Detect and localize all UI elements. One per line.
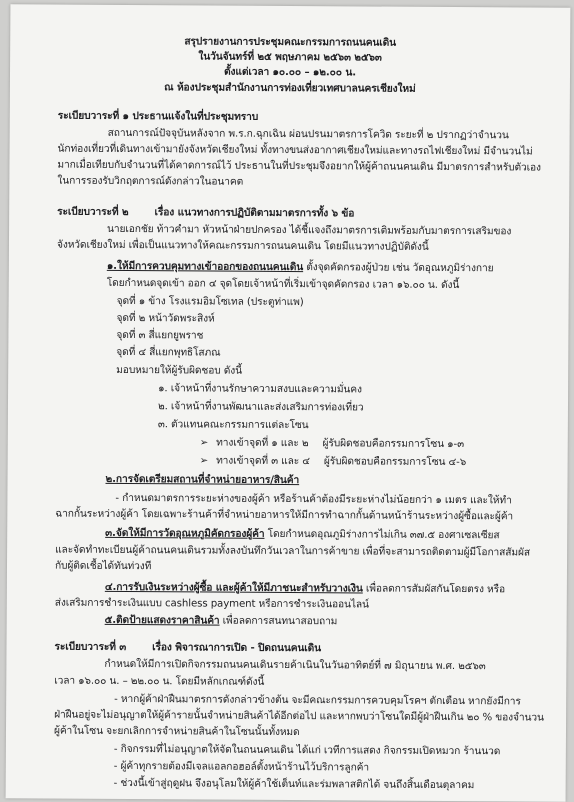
gate-row [200, 454, 467, 469]
arrow-right-icon: ➢ [199, 455, 209, 467]
gate-label: ทางเข้าจุดที่ ๑ และ ๒ [216, 437, 309, 450]
agenda-1-line: นักท่องเที่ยวที่เดินทางเข้ามายังจังหวัดเชียงใหม่ ทั้งทางขนส่งอากาศเชียงใหม่และทางรถไฟเชียงใหม่ มีจำนวนไม่ [57, 143, 533, 158]
meeting-time: ตั้งแต่เวลา ๑๐.๐๐ – ๑๒.๐๐ น. [223, 66, 357, 79]
gate-owner: ผู้รับผิดชอบคือกรรมการโซน ๑-๓ [322, 438, 465, 451]
document-page [6, 4, 571, 801]
checkpoint-item: จุดที่ ๓ สี่แยกยูพราช [116, 329, 204, 342]
agenda-3-line: ผู้ค้าในโซน จะยกเลิกการจำหน่ายสินค้าในโซนนั้นทั้งหมด [53, 725, 300, 739]
gate-owner: ผู้รับผิดชอบคือกรรมการโซน ๔-๖ [323, 456, 467, 469]
measure-1-title: ๑.ให้มีการควบคุมทางเข้าออกของถนนคนเดิน [106, 260, 304, 274]
measure-4-title: ๔.การรับเงินระหว่างผู้ซื้อ และผู้ค้าให้มีภาชนะสำหรับวางเงิน [104, 581, 363, 595]
measure-4-line: ส่งเสริมการชำระเงินแบบ cashless payment หรือการชำระเงินออนไลน์ [54, 597, 369, 611]
checkpoint-item: จุดที่ ๒ หน้าวัดพระสิงห์ [116, 312, 215, 325]
measure-3-title: ๓.จัดให้มีการวัดอุณหภูมิคัดกรองผู้ค้า [105, 527, 265, 540]
measure-5 [105, 614, 338, 628]
measure-2-line: - กำหนดมาตรการระยะห่างของผู้ค้า หรือร้านค้าต้องมีระยะห่างไม่น้อยกว่า ๑ เมตร และให้ทำ [115, 492, 512, 507]
agenda-2-heading [57, 206, 354, 221]
gate-label: ทางเข้าจุดที่ ๓ และ ๔ [216, 455, 310, 468]
agenda-3-heading [54, 641, 321, 656]
measure-5-text: เพื่อลดการสนทนาสอบถาม [219, 615, 338, 628]
agenda-3-line: กำหนดให้มีการเปิดกิจกรรมถนนคนเดินรายค้าเนินในวันอาทิตย์ที่ ๗ มิถุนายน พ.ศ. ๒๕๖๓ [104, 658, 486, 673]
agenda-3-line: - ผู้ค้าทุกรายต้องมีเจลแอลกอฮอล์ตั้งหน้าร้านไว้บริการลูกค้า [113, 760, 370, 774]
agenda-2-intro: จังหวัดเชียงใหม่ เพื่อเป็นแนวทางให้คณะกรรมการถนนคนเดิน โดยมีแนวทางปฏิบัติดังนี้ [56, 239, 429, 253]
duty-item: ๒. เจ้าหน้าที่งานพัฒนาและส่งเสริมการท่องเที่ยว [157, 401, 364, 414]
measure-4 [105, 581, 505, 596]
measure-1-text: ตั้งจุดคัดกรองผู้ป่วย เช่น วัดอุณหภูมิร่างกาย [303, 262, 494, 275]
agenda-3-line: ฝ่าฝืนอยู่จะไม่อนุญาตให้ผู้ค้ารายนั้นจำหน่ายสินค้าได้อีกต่อไป และหากพบว่าโซนใดมีผู้ฝ่าฝืนเกิน ๒๐ % ของจำนวน [54, 709, 544, 724]
duty-item: ๓. ตัวแทนคณะกรรมการแต่ละโซน [157, 419, 309, 432]
checkpoint-item: จุดที่ ๑ ข้าง โรงแรมอิมโซเทล (ประตูท่าแพ) [116, 295, 304, 309]
measure-3-text: โดยกำหนดอุณภูมิร่างการไม่เกิน ๓๗.๕ องศาเซลเซียส [264, 528, 500, 542]
agenda-1-line: สถานการณ์ปัจจุบันหลังจาก พ.ร.ก.ฉุกเฉิน ผ่อนปรนมาตรการโควิด ระยะที่ ๒ ปรากฏว่าจำนวน [107, 127, 509, 142]
measure-1-line: โดยกำหนดจุดเข้า ออก ๔ จุดโดยเจ้าหน้าที่เริ่มเข้าจุดคัดกรอง เวลา ๑๖.๐๐ น. ดังนี้ [106, 277, 460, 292]
meeting-date: ในวันจันทร์ที่ ๒๕ พฤษภาคม ๒๕๖๓ ๒๕๖๓ [198, 51, 382, 64]
checkpoint-item: จุดที่ ๔ สี่แยกพุทธิโสภณ [116, 346, 221, 359]
measure-2-title: ๒.การจัดเตรียมสถานที่จำหน่ายอาหาร/สินค้า [105, 473, 300, 487]
agenda-1-line: มากเมื่อเทียบกับจำนวนที่ได้คาดการณ์ไว้ ประธานในที่ประชุมจึงอยากให้ผู้ค้าถนนคนเดิน มีมาตรการสำหรับตัวเอง [57, 159, 541, 174]
measure-3-line: และจัดทำทะเบียนผู้ค้าถนนคนเดินรวมทั้งลงบันทึกวันเวลาในการค้าขาย เพื่อที่จะสามารถติดตามผู้มีโอกาสสัมผัส [55, 544, 531, 559]
agenda-3-line: - หากผู้ค้าฝ่าฝืนมาตรการดังกล่าวข้างต้น จะมีคณะกรรมการควบคุมโรคฯ ตักเตือน หากยังมีการ [114, 693, 521, 708]
measure-1 [107, 260, 494, 275]
measure-3 [105, 527, 499, 542]
measure-4-text: เพื่อลดการสัมผัสกันโดยตรง หรือ [362, 583, 506, 596]
agenda-2-label: ระเบียบวาระที่ ๒ [57, 206, 129, 219]
arrow-right-icon: ➢ [199, 437, 209, 449]
assign-text: มอบหมายให้ผู้รับผิดชอบ ดังนี้ [116, 364, 243, 377]
agenda-3-line: เวลา ๑๖.๐๐ น. – ๒๒.๐๐ น. โดยมีหลักเกณฑ์ดังนี้ [54, 675, 265, 688]
agenda-2-subject: เรื่อง แนวทางการปฏิบัติตามมาตรการทั้ง ๖ ข้อ [154, 207, 355, 220]
agenda-3-label: ระเบียบวาระที่ ๓ [54, 641, 127, 654]
agenda-3-line: - กิจกรรมที่ไม่อนุญาตให้จัดในถนนคนเดิน ได้แก่ เวทีการแสดง กิจกรรมเปิดหมวก ร้านนวด [113, 743, 501, 758]
meeting-place: ณ ห้องประชุมสำนักงานการท่องเที่ยวเทศบาลนครเชียงใหม่ [164, 82, 416, 95]
agenda-1-heading: ระเบียบวาระที่ ๑ ประธานแจ้งในที่ประชุมทราบ [57, 110, 259, 123]
agenda-3-line: - ช่วงนี้เข้าสู่ฤดูฝน จึงอนุโลมให้ผู้ค้าใช้เต็นท์และร่มพลาสติกได้ จนถึงสิ้นเดือนตุลาคม [113, 777, 475, 792]
agenda-1-line: ในการรองรับวิกฤตการณ์ดังกล่าวในอนาคต [57, 175, 244, 188]
duty-item: ๑. เจ้าหน้าที่งานรักษาความสงบและความมั่นคง [158, 383, 362, 396]
measure-2-line: ฉากกั้นระหว่างผู้ค้า โดยเฉพาะร้านค้าที่จำหน่ายอาหารให้มีการทำฉากกั้นด้านหน้าร้านระหว่างผู้ซื้อและผู้ค้า [55, 508, 514, 523]
measure-3-line: กับผู้ติดเชื้อได้ทันท่วงที [54, 560, 152, 573]
measure-5-title: ๕.ติดป้ายแสดงราคาสินค้า [104, 614, 220, 627]
agenda-3-subject: เรื่อง พิจารณาการเปิด - ปิดถนนคนเดิน [152, 642, 322, 655]
gate-row [200, 436, 464, 451]
agenda-2-intro: นายเอกชัย ท้าวคำมา หัวหน้าฝ่ายปกครอง ได้ชี้แจงถึงมาตรการเติมพร้อมกับมาตรการเสริมของ [107, 223, 512, 238]
document-title: สรุปรายงานการประชุมคณะกรรมการถนนคนเดิน [184, 36, 397, 49]
